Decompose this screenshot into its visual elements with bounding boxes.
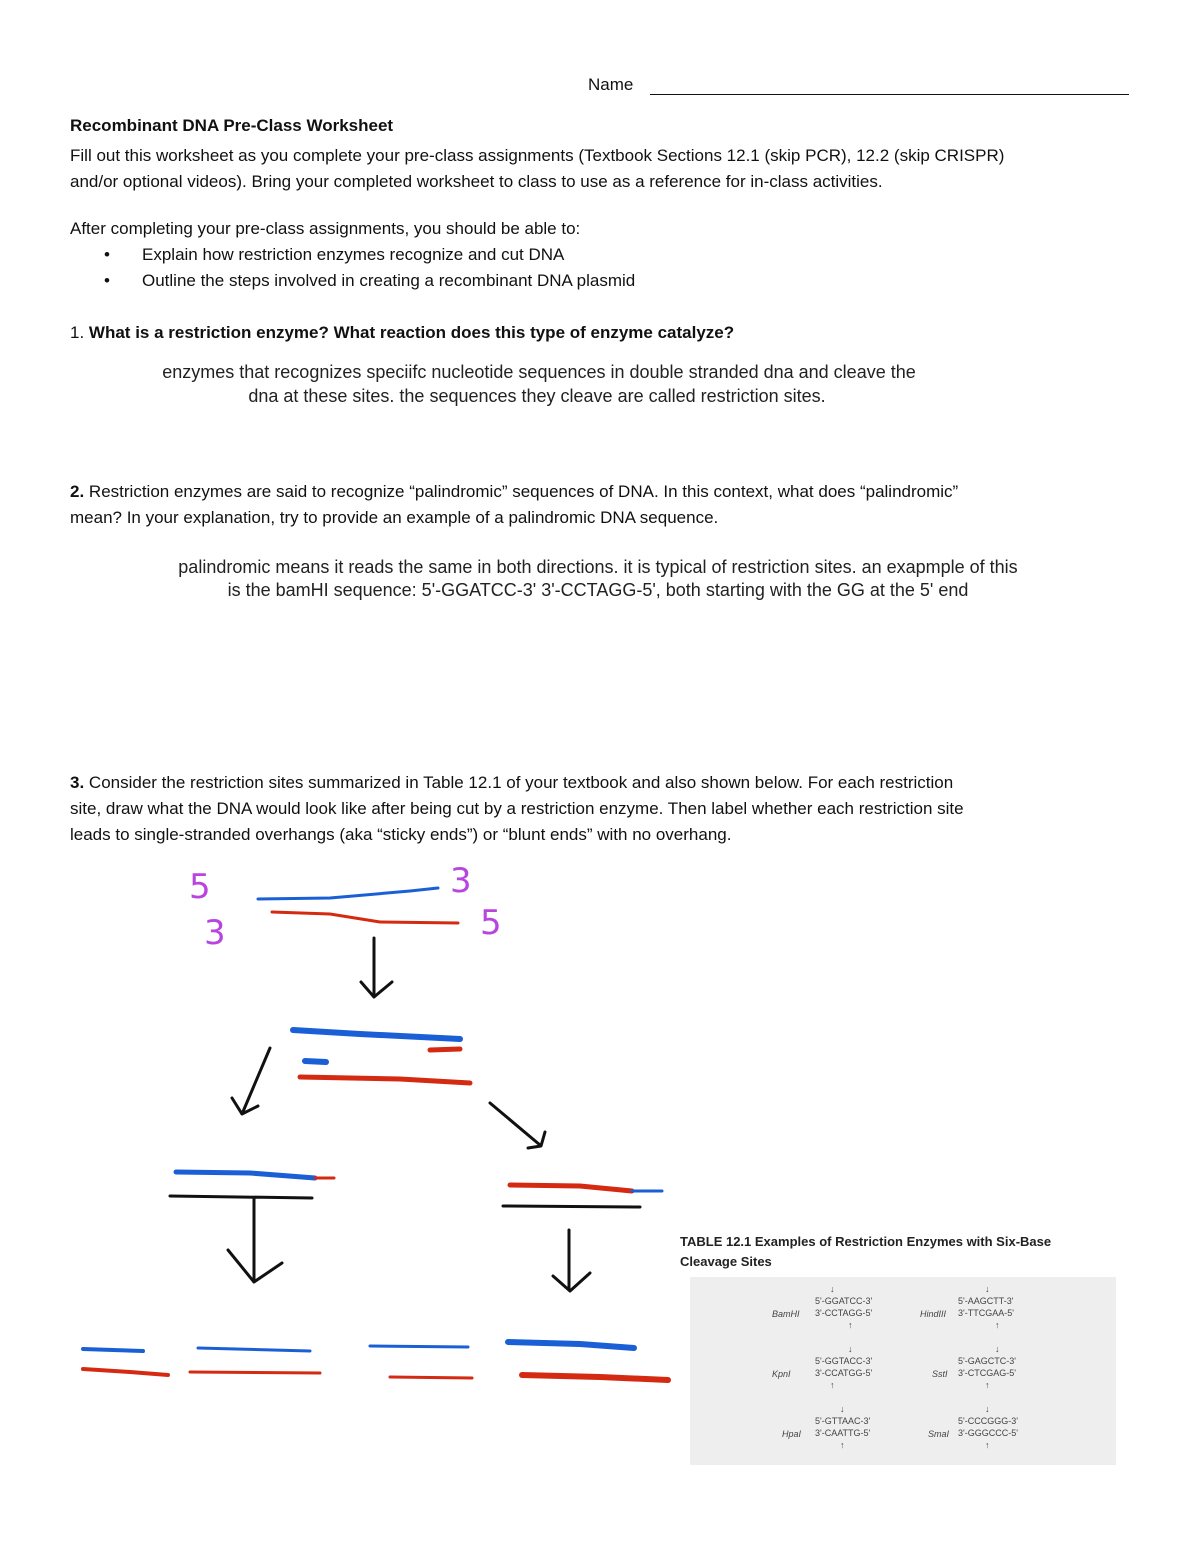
cut-mark-top: ↓ [995, 1344, 1000, 1354]
arrow-left-down [232, 1048, 270, 1114]
sequence-top: 5'-GGATCC-3' [815, 1296, 873, 1306]
enzyme-name: SstI [932, 1369, 948, 1379]
objective-item [100, 242, 564, 268]
arrow-down-1 [361, 938, 392, 997]
arrow-right-down [490, 1103, 545, 1148]
sequence-bottom: 3'-GGGCCC-5' [958, 1428, 1018, 1438]
name-label: Name [588, 75, 634, 94]
sequence-top: 5'-GGTACC-3' [815, 1356, 873, 1366]
top-strand-line [258, 888, 438, 899]
sequence-top: 5'-GAGCTC-3' [958, 1356, 1016, 1366]
table-entry-hpai [760, 1403, 900, 1451]
question-text: What is a restriction enzyme? What reaction does this type of enzyme catalyze? [88, 323, 735, 342]
strand-label-5-top-left: 5 [189, 867, 211, 907]
strand-label-5-bottom-right: 5 [480, 903, 502, 943]
objective-text: Explain how restriction enzymes recognize and cut DNA [142, 245, 565, 264]
bottom-strand-line [300, 1077, 470, 1083]
sequence-bottom: 3'-CAATTG-5' [815, 1428, 871, 1438]
bottom-strand-fragment [83, 1369, 168, 1375]
question-3-line-3: leads to single-stranded overhangs (aka “sticky ends”) or “blunt ends” with no overhang. [70, 825, 732, 844]
question-number: 3. [70, 773, 85, 792]
top-strand-line [370, 1346, 468, 1347]
strand-label-3-bottom-left: 3 [204, 913, 226, 953]
enzyme-name: HindIII [920, 1309, 947, 1319]
question-2-line-2: mean? In your explanation, try to provide an example of a palindromic DNA sequence. [70, 508, 719, 527]
top-strand-line [293, 1030, 460, 1039]
strand-label-3-top-right: 3 [450, 861, 472, 901]
bottom-strand-line [390, 1377, 472, 1378]
bullet-icon: • [104, 245, 110, 264]
bottom-strand-line [272, 912, 458, 923]
question-2 [70, 479, 958, 505]
top-strand-line [508, 1342, 634, 1348]
bottom-strand-line [522, 1375, 668, 1380]
cut-mark-bottom: ↑ [995, 1320, 1000, 1330]
answer-2-line-1[interactable]: palindromic means it reads the same in both directions. it is typical of restriction sites. an exapmple of this [178, 557, 1018, 577]
arrow-down-left-branch [170, 1196, 312, 1282]
table-entry-kpni [760, 1343, 900, 1391]
objectives-lead: After completing your pre-class assignments, you should be able to: [70, 219, 581, 238]
sequence-bottom: 3'-CCATGG-5' [815, 1368, 873, 1378]
question-1 [70, 320, 734, 346]
cut-mark-bottom: ↑ [830, 1380, 835, 1390]
table-entry-hindiii [920, 1283, 1090, 1331]
question-3 [70, 770, 953, 796]
enzyme-name: KpnI [772, 1369, 791, 1379]
sequence-top: 5'-GTTAAC-3' [815, 1416, 871, 1426]
bullet-icon: • [104, 271, 110, 290]
top-strand-line [176, 1172, 315, 1178]
cut-mark-top: ↓ [840, 1404, 845, 1414]
question-3-line-2: site, draw what the DNA would look like after being cut by a restriction enzyme. Then label whether each restriction site [70, 799, 964, 818]
intro-line-1: Fill out this worksheet as you complete your pre-class assignments (Textbook Sections 12.1 (skip PCR), 12.2 (skip CRISPR) [70, 146, 1005, 165]
intro-line-2: and/or optional videos). Bring your completed worksheet to class to use as a reference for in-class activities. [70, 172, 883, 191]
table-entry-smai [920, 1403, 1090, 1451]
cut-mark-top: ↓ [985, 1284, 990, 1294]
table-image [690, 1277, 1116, 1465]
table-entry-bamhi [760, 1283, 900, 1331]
sequence-top: 5'-AAGCTT-3' [958, 1296, 1014, 1306]
top-strand-fragment [305, 1061, 326, 1062]
bottom-strand-line [510, 1185, 632, 1191]
enzyme-name: HpaI [782, 1429, 802, 1439]
cut-mark-bottom: ↑ [840, 1440, 845, 1450]
objective-item [100, 268, 635, 294]
cut-mark-top: ↓ [985, 1404, 990, 1414]
enzyme-name: BamHI [772, 1309, 800, 1319]
question-number: 2. [70, 482, 85, 501]
sequence-bottom: 3'-CTCGAG-5' [958, 1368, 1016, 1378]
cut-mark-top: ↓ [830, 1284, 835, 1294]
sequence-bottom: 3'-TTCGAA-5' [958, 1308, 1014, 1318]
worksheet-title: Recombinant DNA Pre-Class Worksheet [70, 116, 394, 135]
table-entry-ssti [920, 1343, 1090, 1391]
enzyme-name: SmaI [928, 1429, 950, 1439]
bottom-strand-line [190, 1372, 320, 1373]
question-text: Restriction enzymes are said to recognize “palindromic” sequences of DNA. In this context, what does “palindromic” [88, 482, 959, 501]
name-line[interactable] [650, 94, 1129, 95]
question-number: 1. [70, 323, 85, 342]
objective-text: Outline the steps involved in creating a recombinant DNA plasmid [142, 271, 636, 290]
cut-mark-bottom: ↑ [985, 1380, 990, 1390]
bottom-strand-line [430, 1049, 460, 1050]
answer-2-line-2[interactable]: is the bamHI sequence: 5'-GGATCC-3' 3'-CCTAGG-5', both starting with the GG at the 5' end [227, 580, 969, 600]
answer-1-line-2[interactable]: dna at these sites. the sequences they cleave are called restriction sites. [248, 386, 826, 406]
sequence-bottom: 3'-CCTAGG-5' [815, 1308, 873, 1318]
cut-mark-bottom: ↑ [848, 1320, 853, 1330]
top-strand-fragment [83, 1349, 143, 1351]
sequence-top: 5'-CCCGGG-3' [958, 1416, 1018, 1426]
table-caption [680, 1232, 1051, 1272]
cut-mark-top: ↓ [848, 1344, 853, 1354]
table-caption-line-2: Cleavage Sites [680, 1254, 772, 1269]
arrow-down-right-branch [503, 1206, 640, 1291]
table-caption-line-1: TABLE 12.1 Examples of Restriction Enzymes with Six-Base [680, 1234, 1052, 1249]
top-strand-line [198, 1348, 310, 1351]
answer-1-line-1[interactable]: enzymes that recognizes speciifc nucleotide sequences in double stranded dna and cleave the [162, 362, 916, 382]
question-text: Consider the restriction sites summarized in Table 12.1 of your textbook and also shown below. For each restriction [88, 773, 954, 792]
cut-mark-bottom: ↑ [985, 1440, 990, 1450]
